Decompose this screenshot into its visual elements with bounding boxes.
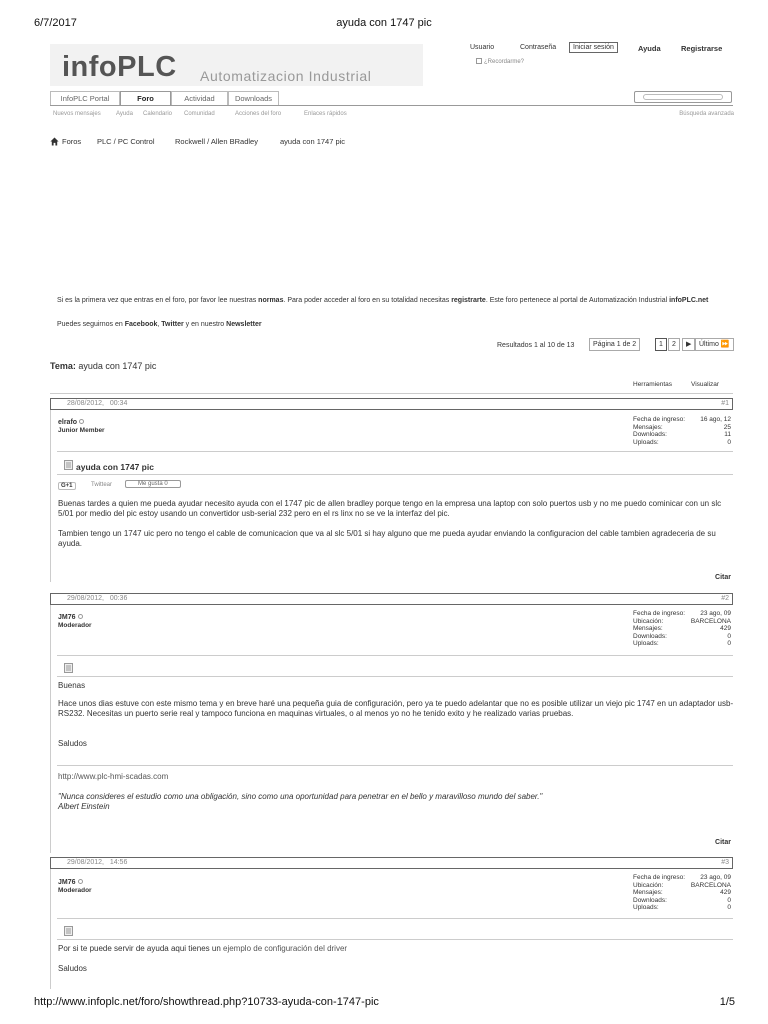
breadcrumb-rockwell[interactable]: Rockwell / Allen BRadley — [175, 137, 258, 146]
stat-value: 0 — [727, 896, 731, 904]
post-document-icon — [64, 663, 73, 673]
stat-label: Uploads: — [633, 438, 659, 446]
username[interactable]: JM76 — [58, 614, 76, 621]
remember-me[interactable] — [476, 58, 524, 65]
password-label[interactable]: Contraseña — [520, 44, 557, 51]
username[interactable]: elrafo — [58, 419, 78, 426]
post-document-icon — [64, 460, 73, 470]
login-button[interactable]: Iniciar sesión — [569, 42, 618, 53]
breadcrumb-current-thread: ayuda con 1747 pic — [280, 137, 346, 146]
post-user — [58, 879, 92, 894]
stat-value: 0 — [727, 904, 731, 911]
post-text: Por si te puede servir de ayuda aqui tienes un — [58, 944, 223, 953]
signature-quote: "Nunca consideres el estudio como una obligación, sino como una oportunidad para penetrar en el bello y maravilloso mundo del saber." — [58, 792, 543, 801]
signature-link[interactable]: http://www.plc-hmi-scadas.com — [58, 772, 169, 781]
follow-text: , — [157, 321, 162, 328]
register-inline-link[interactable]: registrarte — [451, 297, 486, 304]
newsletter-link[interactable]: Newsletter — [226, 321, 262, 328]
post-body-paragraph: Saludos — [58, 964, 87, 973]
breadcrumb-foros[interactable]: Foros — [62, 137, 82, 146]
stat-value: 11 — [724, 431, 731, 438]
stat-label: Uploads: — [633, 904, 659, 911]
stat-label: Mensajes: — [633, 625, 663, 632]
post-title: ayuda con 1747 pic — [76, 462, 154, 472]
stat-label: Fecha de ingreso: — [633, 416, 686, 423]
advanced-search-link[interactable]: Búsqueda avanzada — [679, 111, 734, 117]
quote-button[interactable]: Citar — [715, 574, 731, 581]
breadcrumb-plc-pc-control[interactable]: PLC / PC Control — [97, 137, 155, 146]
print-footer — [0, 996, 768, 1010]
stat-value: 0 — [727, 438, 731, 446]
divider — [57, 939, 733, 940]
post-date: 28/08/2012, 00:34 — [67, 400, 128, 407]
post-user — [58, 614, 92, 629]
register-link[interactable]: Registrarse — [681, 44, 723, 53]
signature-author: Albert Einstein — [58, 802, 110, 811]
subnav-new-posts[interactable]: Nuevos mensajes — [53, 111, 101, 117]
stat-value: 0 — [727, 640, 731, 647]
follow-text: Puedes seguirnos en — [57, 321, 125, 328]
divider — [57, 451, 733, 452]
thread-prefix: Tema: — [50, 361, 76, 371]
subnav-community[interactable]: Comunidad — [184, 111, 215, 117]
page-label[interactable]: Página 1 de 2 — [589, 338, 640, 351]
thread-title — [50, 361, 156, 371]
post-body-paragraph: Buenas — [58, 681, 86, 690]
offline-status-icon — [79, 419, 84, 424]
signature-divider — [57, 765, 733, 766]
stat-value: 23 ago, 09 — [700, 874, 731, 881]
post-body-paragraph: Hace unos dias estuve con este mismo tema y en breve haré una pequeña guia de configuración, pero ya te puedo adelantar que no es posible utilizar un viejo pic 1747 en un adaptador usb- RS232. Necesitas un puerto serie real y tampoco funciona en maquinas virtuales, o al menos yo no he tenido exito y he realizado varias pruebas. — [58, 699, 734, 718]
divider — [57, 676, 733, 677]
subnav-forum-actions[interactable]: Acciones del foro — [235, 111, 282, 117]
infoplc-link[interactable]: infoPLC.net — [669, 297, 709, 304]
logo-tagline: Automatizacion Industrial — [200, 68, 372, 84]
follow-notice — [57, 321, 262, 328]
print-doc-title: ayuda con 1747 pic — [336, 17, 432, 29]
user-rank: Junior Member — [58, 427, 105, 434]
stat-value: 429 — [720, 625, 731, 632]
post-border — [50, 410, 51, 582]
tools-menu[interactable]: Herramientas — [633, 381, 673, 388]
facebook-like-button[interactable]: Me gusta 0 — [125, 480, 181, 488]
username-label[interactable]: Usuario — [470, 44, 495, 51]
post-body-paragraph: Buenas tardes a quien me pueda ayudar necesito ayuda con el 1747 pic de allen bradley porque tengo en la empresa una laptop con solo puertos usb y no me puedo cominicar con un slc 5/01 por medio del pic estoy usando un convertidor usb-serial 232 pero en el rs linx no se ve la interfaz del pic. — [58, 499, 722, 518]
stat-label: Fecha de ingreso: — [633, 874, 686, 881]
post-header — [50, 593, 733, 605]
stat-value: 23 ago, 09 — [700, 610, 731, 617]
search-input[interactable] — [634, 91, 732, 103]
thread-title-text: ayuda con 1747 pic — [78, 361, 157, 371]
remember-label: ¿Recordarme? — [484, 59, 525, 65]
page-2[interactable]: 2 — [668, 338, 680, 351]
driver-config-link[interactable]: ejemplo de configuración del driver — [223, 944, 348, 953]
post-border — [50, 605, 51, 853]
print-page-number: 1/5 — [719, 996, 735, 1008]
stat-value: 16 ago, 12 — [700, 416, 731, 423]
stat-label: Ubicación: — [633, 881, 664, 889]
tab-actividad[interactable]: Actividad — [171, 91, 228, 106]
stat-label: Uploads: — [633, 640, 659, 647]
stat-value: BARCELONA — [690, 881, 731, 889]
stat-value: BARCELONA — [690, 617, 731, 625]
tab-divider — [50, 105, 733, 106]
thread-tools-bar — [50, 376, 733, 394]
post-user — [58, 419, 105, 434]
stat-value: 429 — [720, 889, 731, 896]
stat-label: Mensajes: — [633, 889, 663, 896]
rules-link[interactable]: normas — [258, 297, 284, 304]
logo-text: infoPLC — [62, 51, 177, 83]
post-document-icon — [64, 926, 73, 936]
site-logo[interactable] — [50, 44, 423, 86]
user-rank: Moderador — [58, 887, 92, 894]
stat-label: Downloads: — [633, 632, 667, 640]
post-body-paragraph — [58, 944, 734, 954]
stat-label: Fecha de ingreso: — [633, 610, 686, 617]
post-date: 29/08/2012, 14:56 — [67, 859, 128, 866]
user-rank: Moderador — [58, 622, 92, 629]
remember-checkbox[interactable] — [476, 58, 482, 64]
forum-notice — [57, 296, 737, 305]
subnav-quick-links[interactable]: Enlaces rápidos — [304, 111, 347, 117]
divider — [57, 474, 733, 475]
facebook-link[interactable]: Facebook — [124, 321, 158, 328]
stat-value: 25 — [723, 423, 731, 431]
display-menu[interactable]: Visualizar — [691, 381, 720, 388]
google-plus-button[interactable]: G+1 — [58, 482, 76, 490]
print-url: http://www.infoplc.net/foro/showthread.php?10733-ayuda-con-1747-pic — [34, 996, 379, 1008]
user-stats — [633, 416, 731, 446]
stat-label: Mensajes: — [633, 423, 663, 431]
notice-text: . Para poder acceder al foro en su totalidad necesitas — [283, 297, 452, 304]
help-link[interactable]: Ayuda — [638, 44, 661, 53]
quote-button[interactable]: Citar — [715, 839, 731, 846]
search-field-inner[interactable] — [643, 94, 723, 100]
home-icon[interactable] — [50, 137, 59, 146]
stat-label: Downloads: — [633, 431, 667, 438]
subnav-calendar[interactable]: Calendario — [143, 111, 173, 117]
post-header — [50, 398, 733, 410]
print-date: 6/7/2017 — [34, 17, 77, 29]
tab-foro[interactable]: Foro — [120, 91, 171, 106]
post-border — [50, 869, 51, 989]
user-stats — [633, 874, 731, 912]
tweet-button[interactable]: Twittear — [91, 482, 113, 488]
follow-text: y en nuestro — [183, 321, 227, 328]
username[interactable]: JM76 — [58, 879, 76, 886]
stat-value: 0 — [727, 632, 731, 640]
stat-label: Downloads: — [633, 896, 667, 904]
divider — [57, 655, 733, 656]
post-body-paragraph: Tambien tengo un 1747 uic pero no tengo el cable de comunicacion que va al slc 5/01 si hay alguno que me pueda ayudar enviando la configuracion del cable tambien agradeceria de su ayuda. — [58, 529, 716, 548]
tab-downloads[interactable]: Downloads — [228, 91, 279, 106]
print-header — [0, 17, 768, 31]
post-body-paragraph: Saludos — [58, 739, 87, 748]
tab-infoplc-portal[interactable]: InfoPLC Portal — [50, 91, 120, 106]
post-number[interactable]: #2 — [721, 595, 729, 602]
stat-label: Ubicación: — [633, 617, 664, 625]
notice-text: Si es la primera vez que entras en el foro, por favor lee nuestras — [57, 297, 259, 304]
post-number[interactable]: #1 — [721, 400, 729, 407]
post-date: 29/08/2012, 00:36 — [67, 595, 128, 602]
last-page-button[interactable]: Último ⏩ — [695, 338, 734, 351]
page-1[interactable]: 1 — [655, 338, 667, 351]
offline-status-icon — [78, 614, 83, 619]
next-page-icon[interactable]: ▶ — [682, 338, 695, 351]
divider — [57, 918, 733, 919]
post-number[interactable]: #3 — [721, 859, 729, 866]
post-header — [50, 857, 733, 869]
twitter-link[interactable]: Twitter — [161, 321, 184, 328]
offline-status-icon — [78, 879, 83, 884]
results-count: Resultados 1 al 10 de 13 — [497, 342, 575, 349]
subnav-help[interactable]: Ayuda — [116, 111, 133, 117]
notice-text: . Este foro pertenece al portal de Automatización Industrial — [485, 297, 670, 304]
user-stats — [633, 610, 731, 648]
